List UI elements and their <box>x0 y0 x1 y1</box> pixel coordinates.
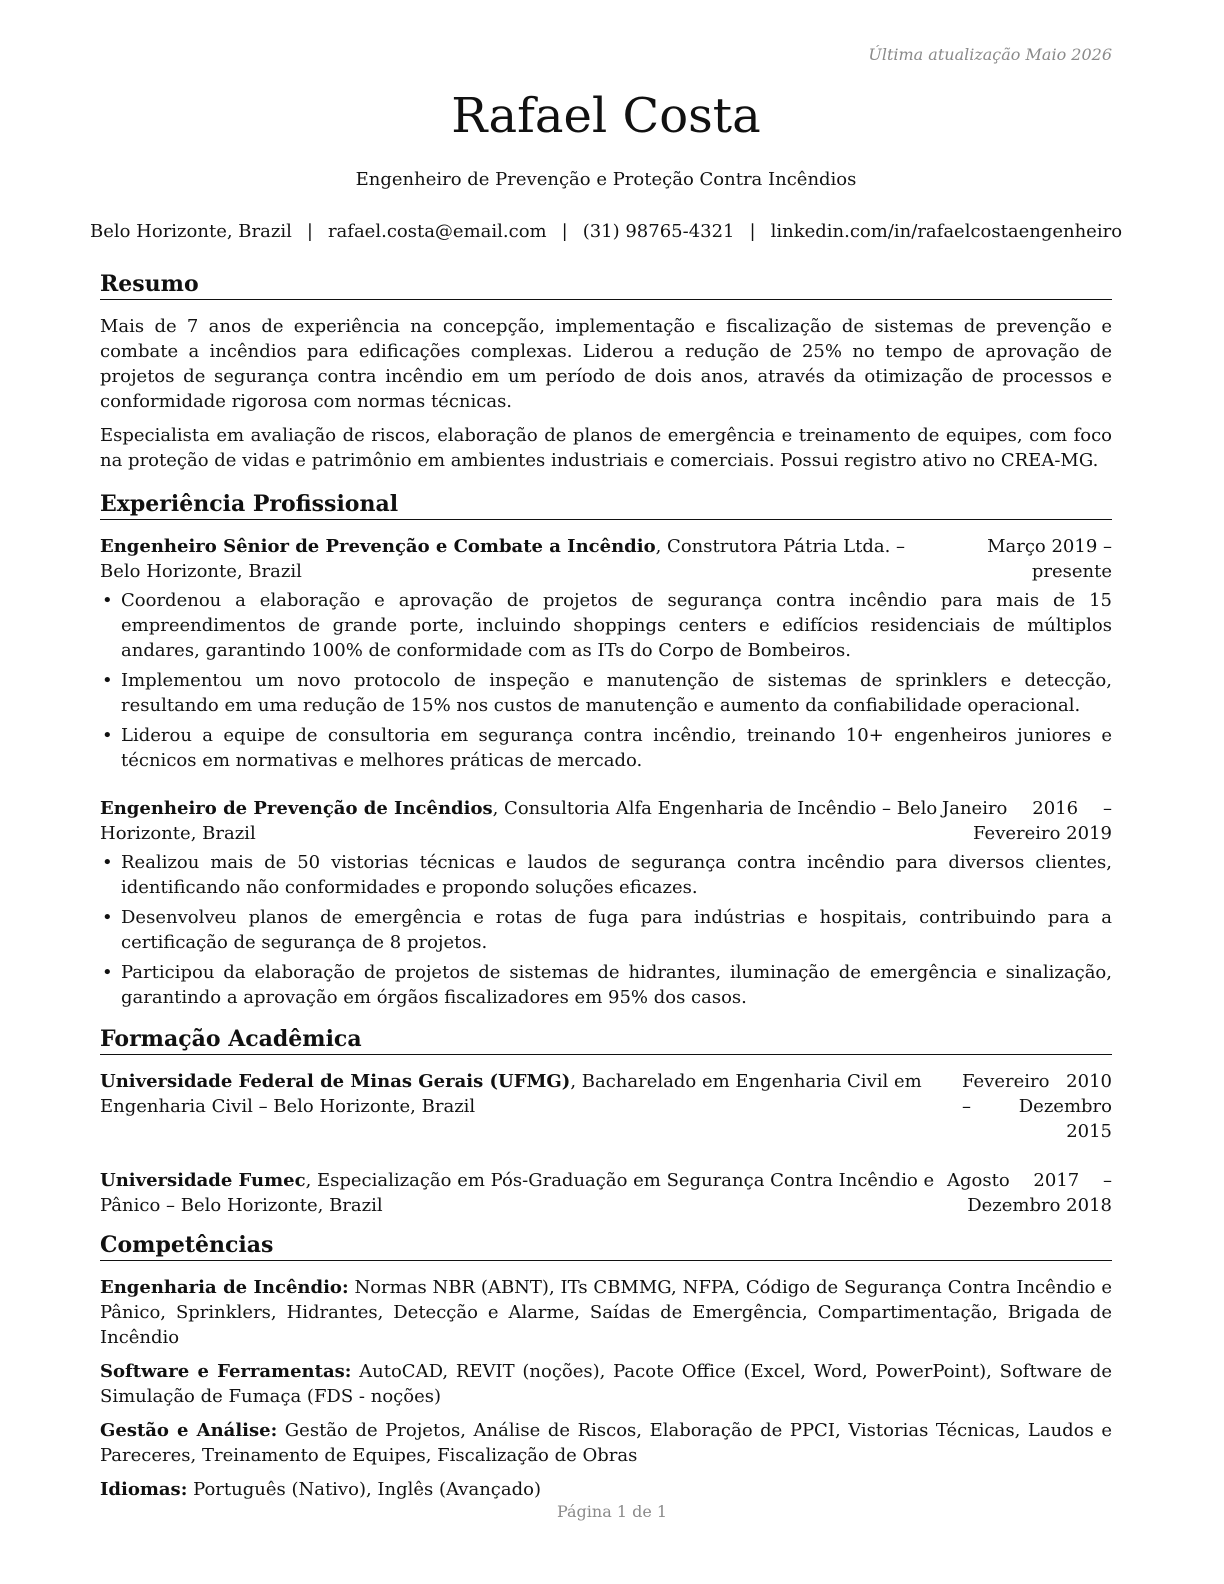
bullet-icon: • <box>102 962 113 983</box>
skill-value: Gestão de Projetos, Análise de Riscos, Elaboração de PPCI, Vistorias Técnicas, Laudos e Pareceres, Treinamento de Equipes, Fiscalização de Obras <box>100 1420 1112 1466</box>
list-item: • Participou da elaboração de projetos de sistemas de hidrantes, iluminação de emergência e sinalização, garantindo a aprovação em órgãos fiscalizadores em 95% dos casos. <box>102 962 1112 1008</box>
skill-line <box>100 1359 1112 1409</box>
skill-value: AutoCAD, REVIT (noções), Pacote Office (Excel, Word, PowerPoint), Software de Simulação de Fumaça (FDS - noções) <box>100 1361 1113 1407</box>
skill-value: Português (Nativo), Inglês (Avançado) <box>187 1479 541 1500</box>
list-item: • Coordenou a elaboração e aprovação de projetos de segurança contra incêndio para mais de 15 empreendimentos de grande porte, incluindo shoppings centers e edifícios residenciais de múltiplos andares, garantindo 100% de conformidade com as ITs do Corpo de Bombeiros. <box>102 590 1112 661</box>
contact-separator: | <box>306 221 313 242</box>
contact-linkedin[interactable]: linkedin.com/in/rafaelcostaengenheiro <box>770 221 1123 242</box>
job-bullets <box>100 850 1112 1010</box>
skill-label: Software e Ferramentas: <box>100 1361 352 1382</box>
list-item: • Realizou mais de 50 vistorias técnicas e laudos de segurança contra incêndio para diversos clientes, identificando não conformidades e propondo soluções eficazes. <box>102 852 1112 898</box>
job-title: Engenheiro Sênior de Prevenção e Combate a Incêndio <box>100 536 656 557</box>
bullet-icon: • <box>102 907 113 928</box>
job-org: , Consultoria Alfa Engenharia de Incêndio – Belo Horizonte, Brazil <box>100 798 938 844</box>
page-number: Página 1 de 1 <box>556 1502 668 1521</box>
resume-page <box>89 0 1123 1584</box>
contact-line <box>89 220 1123 244</box>
last-updated: Última atualização Maio 2026 <box>868 45 1112 64</box>
job-org: , Construtora Pátria Ltda. – Belo Horizonte, Brazil <box>100 536 906 582</box>
section-title-experience: Experiência Profissional <box>100 490 1112 520</box>
contact-separator: | <box>561 221 568 242</box>
bullet-icon: • <box>102 725 113 746</box>
degree-detail: , Especialização em Pós-Graduação em Segurança Contra Incêndio e Pânico – Belo Horizonte, Brazil <box>100 1170 935 1216</box>
education-entry <box>100 1168 1112 1218</box>
skill-line <box>100 1418 1112 1468</box>
school-name: Universidade Federal de Minas Gerais (UFMG) <box>100 1071 571 1092</box>
skill-label: Gestão e Análise: <box>100 1420 278 1441</box>
section-title-skills: Competências <box>100 1231 1112 1261</box>
contact-location: Belo Horizonte, Brazil <box>89 221 292 242</box>
contact-email[interactable]: rafael.costa@email.com <box>327 221 547 242</box>
experience-entry <box>100 534 1112 773</box>
school-name: Universidade Fumec <box>100 1170 306 1191</box>
resume-content <box>100 270 1112 1502</box>
degree-detail: , Bacharelado em Engenharia Civil em Engenharia Civil – Belo Horizonte, Brazil <box>100 1071 922 1117</box>
job-dates: Março 2019 – presente <box>987 536 1112 582</box>
list-item: • Liderou a equipe de consultoria em segurança contra incêndio, treinando 10+ engenheiros juniores e técnicos em normativas e melhores práticas de mercado. <box>102 725 1112 771</box>
section-title-summary: Resumo <box>100 270 1112 300</box>
headline: Engenheiro de Prevenção e Proteção Contra Incêndios <box>355 169 857 190</box>
experience-entry <box>100 796 1112 1010</box>
skill-line <box>100 1275 1112 1350</box>
list-item: • Implementou um novo protocolo de inspeção e manutenção de sistemas de sprinklers e detecção, resultando em uma redução de 15% nos custos de manutenção e aumento da confiabilidade operacional. <box>102 670 1112 716</box>
job-title: Engenheiro de Prevenção de Incêndios <box>100 798 493 819</box>
education-dates: Agosto 2017 – Dezembro 2018 <box>947 1170 1112 1216</box>
section-title-education: Formação Acadêmica <box>100 1025 1112 1055</box>
education-entry <box>100 1069 1112 1144</box>
summary-paragraph: Especialista em avaliação de riscos, elaboração de planos de emergência e treinamento de equipes, com foco na proteção de vidas e patrimônio em ambientes industriais e comerciais. Possui registro ativo no CREA-MG. <box>100 425 1112 471</box>
candidate-name: Rafael Costa <box>451 88 761 144</box>
skill-line <box>100 1477 1112 1502</box>
list-item: • Desenvolveu planos de emergência e rotas de fuga para indústrias e hospitais, contribuindo para a certificação de segurança de 8 projetos. <box>102 907 1112 953</box>
bullet-icon: • <box>102 670 113 691</box>
skill-label: Idiomas: <box>100 1479 188 1500</box>
bullet-icon: • <box>102 852 113 873</box>
contact-separator: | <box>749 221 756 242</box>
job-dates: Janeiro 2016 – Fevereiro 2019 <box>942 798 1112 844</box>
bullet-icon: • <box>102 590 113 611</box>
skill-label: Engenharia de Incêndio: <box>100 1277 349 1298</box>
skill-value: Normas NBR (ABNT), ITs CBMMG, NFPA, Código de Segurança Contra Incêndio e Pânico, Sprinklers, Hidrantes, Detecção e Alarme, Saídas de Emergência, Compartimentação, Brigada de Incêndio <box>100 1277 1112 1348</box>
summary-paragraph: Mais de 7 anos de experiência na concepção, implementação e fiscalização de sistemas de prevenção e combate a incêndios para edificações complexas. Liderou a redução de 25% no tempo de aprovação de projetos de segurança contra incêndio em um período de dois anos, através da otimização de processos e conformidade rigorosa com normas técnicas. <box>100 316 1112 412</box>
job-bullets <box>100 588 1112 773</box>
education-dates: Fevereiro 2010 – Dezembro 2015 <box>962 1071 1112 1142</box>
contact-phone[interactable]: (31) 98765-4321 <box>582 221 735 242</box>
